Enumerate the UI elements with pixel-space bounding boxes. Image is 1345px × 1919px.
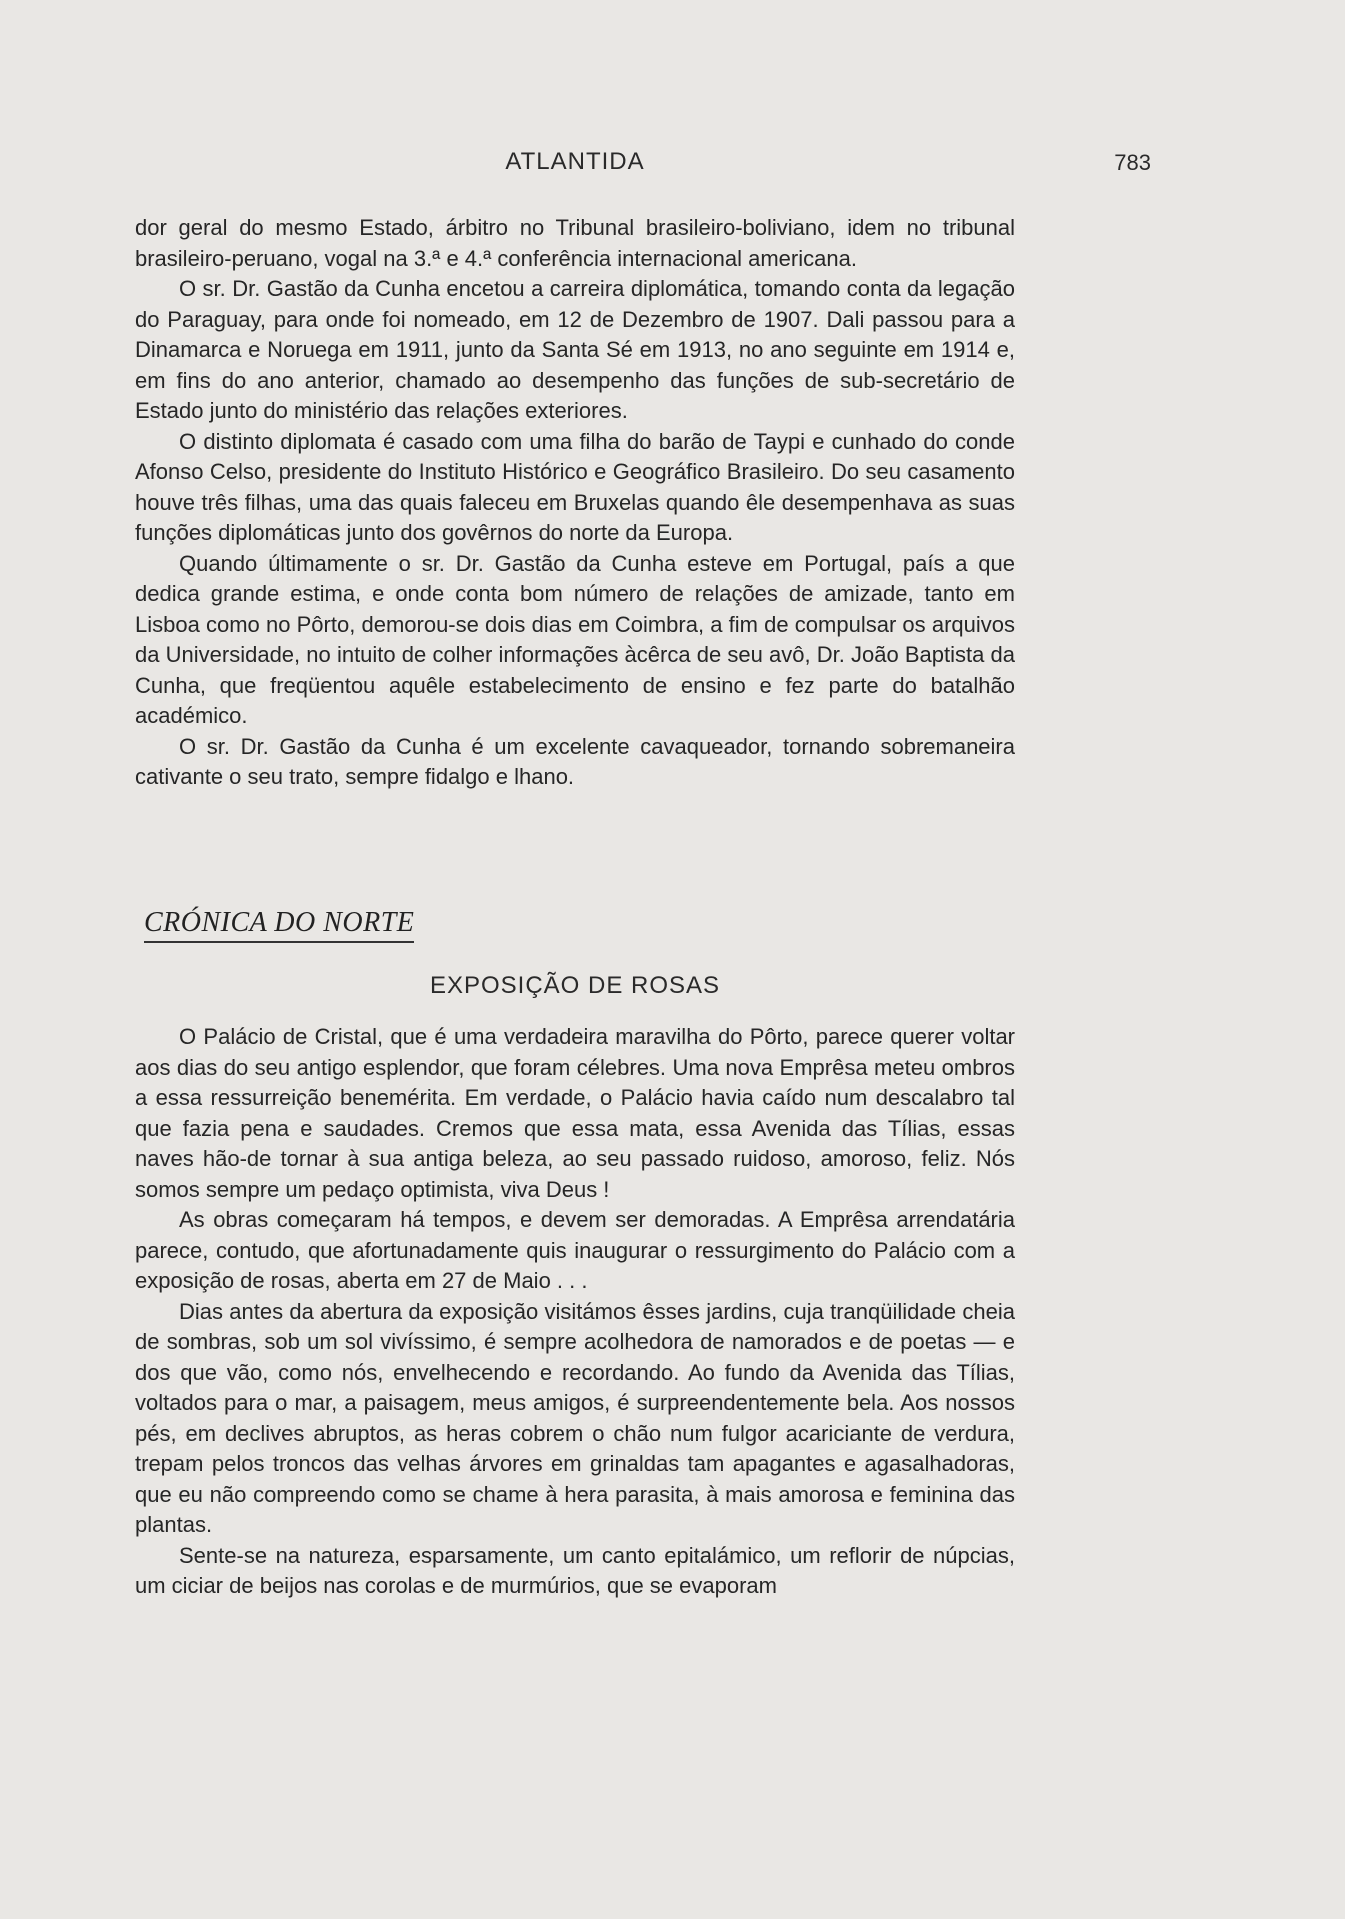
paragraph: As obras começaram há tempos, e devem ser demoradas. A Emprêsa arrendatária parece, contudo, que afortunadamente quis inaugurar o ressurgimento do Palácio com a exposição de rosas, aberta em 27 de Maio . . . <box>135 1207 1015 1293</box>
biography-text <box>135 213 1015 793</box>
page-number: 783 <box>1114 150 1151 175</box>
paragraph: dor geral do mesmo Estado, árbitro no Tribunal brasileiro-boliviano, idem no tribunal brasileiro-peruano, vogal na 3.ª e 4.ª conferência internacional americana. <box>135 215 1015 271</box>
paragraph: Sente-se na natureza, esparsamente, um canto epitalámico, um reflorir de núpcias, um ciciar de beijos nas corolas e de murmúrios, que se evaporam <box>135 1542 1015 1598</box>
article-text <box>135 1022 1015 1602</box>
running-title: ATLANTIDA <box>505 148 645 175</box>
paragraph: Dias antes da abertura da exposição visitámos êsses jardins, cuja tranqüilidade cheia de sombras, sob um sol vivíssimo, é sempre acolhedora de namorados e de poetas — e dos que vão, como nós, envelhecendo e recordando. Ao fundo da Avenida das Tílias, voltados para o mar, a paisagem, meus amigos, é surpreendentemente bela. Aos nossos pés, em declives abruptos, as heras cobrem o chão num fulgor acariciante de verdura, trepam pelos troncos das velhas árvores em grinaldas tam apagantes e agasalhadoras, que eu não compreendo como se chame à hera parasita, à mais amorosa e feminina das plantas. <box>135 1298 1015 1537</box>
section-title: CRÓNICA DO NORTE <box>144 907 414 943</box>
paragraph: O Palácio de Cristal, que é uma verdadeira maravilha do Pôrto, parece querer voltar aos dias do seu antigo esplendor, que foram célebres. Uma nova Emprêsa meteu ombros a essa ressurreição benemérita. Em verdade, o Palácio havia caído num descalabro tal que fazia pena e saudades. Cremos que essa mata, essa Avenida das Tílias, essas naves hão-de tornar à sua antiga beleza, ao seu passado ruidoso, amoroso, feliz. Nós somos sempre um pedaço optimista, viva Deus ! <box>135 1024 1015 1202</box>
paragraph: O distinto diplomata é casado com uma filha do barão de Taypi e cunhado do conde Afonso Celso, presidente do Instituto Histórico e Geográfico Brasileiro. Do seu casamento houve três filhas, uma das quais faleceu em Bruxelas quando êle desempenhava as suas funções diplomáticas junto dos govêrnos do norte da Europa. <box>135 428 1015 545</box>
running-head <box>135 148 1215 178</box>
paragraph: O sr. Dr. Gastão da Cunha encetou a carreira diplomática, tomando conta da legação do Paraguay, para onde foi nomeado, em 12 de Dezembro de 1907. Dali passou para a Dinamarca e Noruega em 1911, junto da Santa Sé em 1913, no ano seguinte em 1914 e, em fins do ano anterior, chamado ao desempenho das funções de sub-secretário de Estado junto do ministério das relações exteriores. <box>135 276 1015 423</box>
article-title: EXPOSIÇÃO DE ROSAS <box>429 972 721 999</box>
paragraph: O sr. Dr. Gastão da Cunha é um excelente cavaqueador, tornando sobremaneira cativante o seu trato, sempre fidalgo e lhano. <box>135 733 1015 789</box>
paragraph: Quando últimamente o sr. Dr. Gastão da Cunha esteve em Portugal, país a que dedica grande estima, e onde conta bom número de relações de amizade, tanto em Lisboa como no Pôrto, demorou-se dois dias em Coimbra, a fim de compulsar os arquivos da Universidade, no intuito de colher informações àcêrca de seu avô, Dr. João Baptista da Cunha, que freqüentou aquêle estabelecimento de ensino e fez parte do batalhão académico. <box>135 550 1015 728</box>
